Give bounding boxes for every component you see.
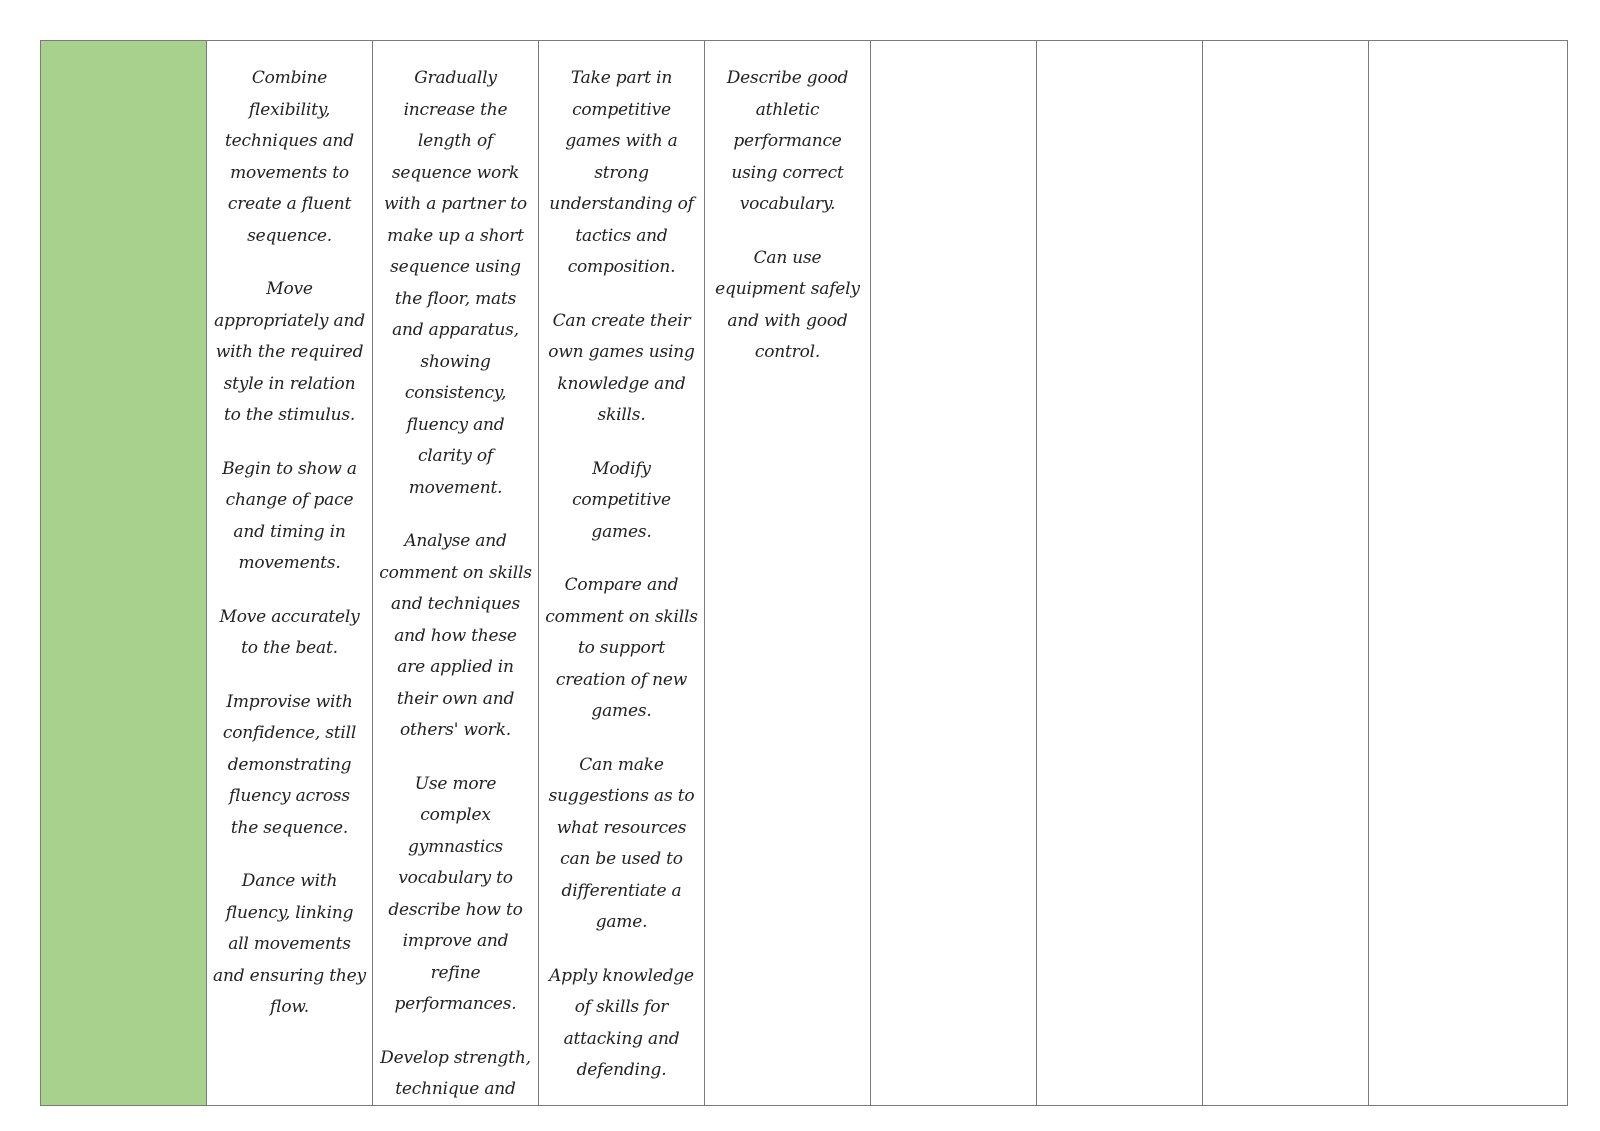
cell-paragraph: Describe good athletic performance using correct vocabulary. [726,68,849,214]
cell-paragraph: Can create their own games using knowledge and skills. [548,310,695,425]
table-cell-empty [1037,41,1203,1105]
cell-paragraph: Analyse and comment on skills and techniques and how these are applied in their own and others' work. [379,531,532,740]
cell-paragraph: Apply knowledge of skills for attacking and defending. [549,965,694,1080]
table-cell-empty [1369,41,1567,1105]
cell-paragraph: Gradually increase the length of sequence work with a partner to make up a short sequence using the floor, mats and apparatus, showing consistency, fluency and clarity of movement. [384,68,527,498]
cell-paragraph: Move appropriately and with the required style in relation to the stimulus. [214,279,365,425]
cell-paragraph: Compare and comment on skills to support creation of new games. [545,575,698,721]
cell-paragraph: Dance with fluency, linking all movements and ensuring they flow. [213,871,366,1017]
cell-paragraph: Improvise with confidence, still demonstrating fluency across the sequence. [222,691,357,838]
cell-paragraph: Develop strength, technique and [380,1047,531,1099]
cell-paragraph: Begin to show a change of pace and timing in movements. [222,458,357,573]
cell-paragraph: Take part in competitive games with a strong understanding of tactics and composition. [549,68,694,277]
cell-paragraph: Can make suggestions as to what resources can be used to differentiate a game. [548,754,695,932]
cell-paragraph: Use more complex gymnastics vocabulary to describe how to improve and refine performances. [388,773,523,1014]
curriculum-table [40,40,1568,1106]
table-cell-athletics [705,41,871,1105]
table-cell-games [539,41,705,1105]
cell-paragraph: Modify competitive games. [572,458,671,542]
table-cell-dance [207,41,373,1105]
cell-paragraph: Combine flexibility, techniques and movements to create a fluent sequence. [225,68,354,246]
table-cell-empty [1203,41,1369,1105]
cell-paragraph: Can use equipment safely and with good control. [715,247,860,362]
table-cell-gymnastics [373,41,539,1105]
table-cell-empty [871,41,1037,1105]
cell-paragraph: Move accurately to the beat. [219,606,360,658]
row-label-cell [41,41,207,1105]
